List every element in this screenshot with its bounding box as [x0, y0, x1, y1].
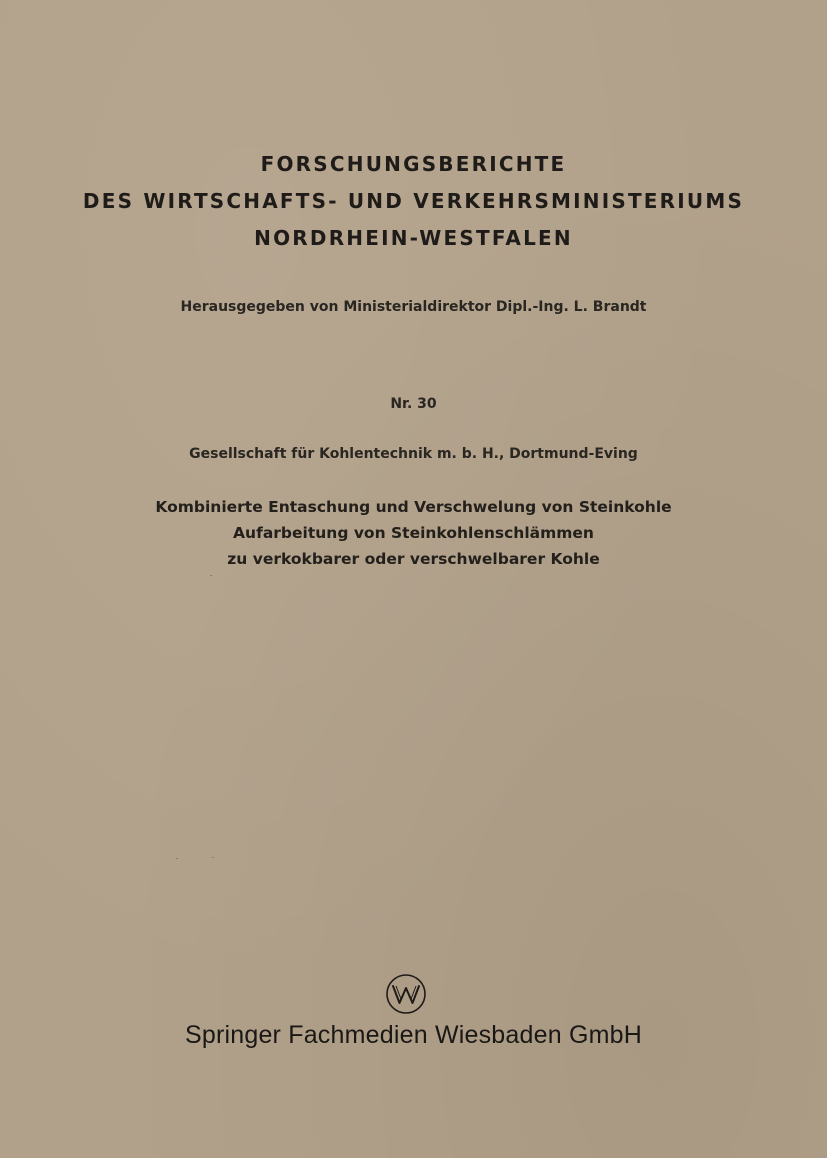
book-title-line-1: Kombinierte Entaschung und Verschwelung von Steinkohle [155, 498, 672, 516]
book-title-line-3: zu verkokbarer oder verschwelbarer Kohle [227, 550, 600, 568]
author-line: Gesellschaft für Kohlentechnik m. b. H., Dortmund-Eving [189, 446, 638, 462]
paper-speck [176, 858, 178, 859]
publisher-logo-icon [385, 973, 427, 1015]
series-title-line-3: NORDRHEIN-WESTFALEN [254, 226, 573, 250]
series-title-line-1: FORSCHUNGSBERICHTE [260, 152, 567, 176]
series-title-line-2: DES WIRTSCHAFTS- UND VERKEHRSMINISTERIUMS [82, 189, 745, 213]
paper-speck [210, 575, 212, 576]
volume-number: Nr. 30 [390, 396, 437, 412]
publisher-name: Springer Fachmedien Wiesbaden GmbH [184, 1021, 642, 1049]
series-title [0, 146, 827, 257]
paper-speck [212, 857, 214, 858]
editor-line: Herausgegeben von Ministerialdirektor Dipl.-Ing. L. Brandt [180, 299, 647, 315]
book-title [0, 494, 827, 572]
book-title-line-2: Aufarbeitung von Steinkohlenschlämmen [233, 524, 594, 542]
